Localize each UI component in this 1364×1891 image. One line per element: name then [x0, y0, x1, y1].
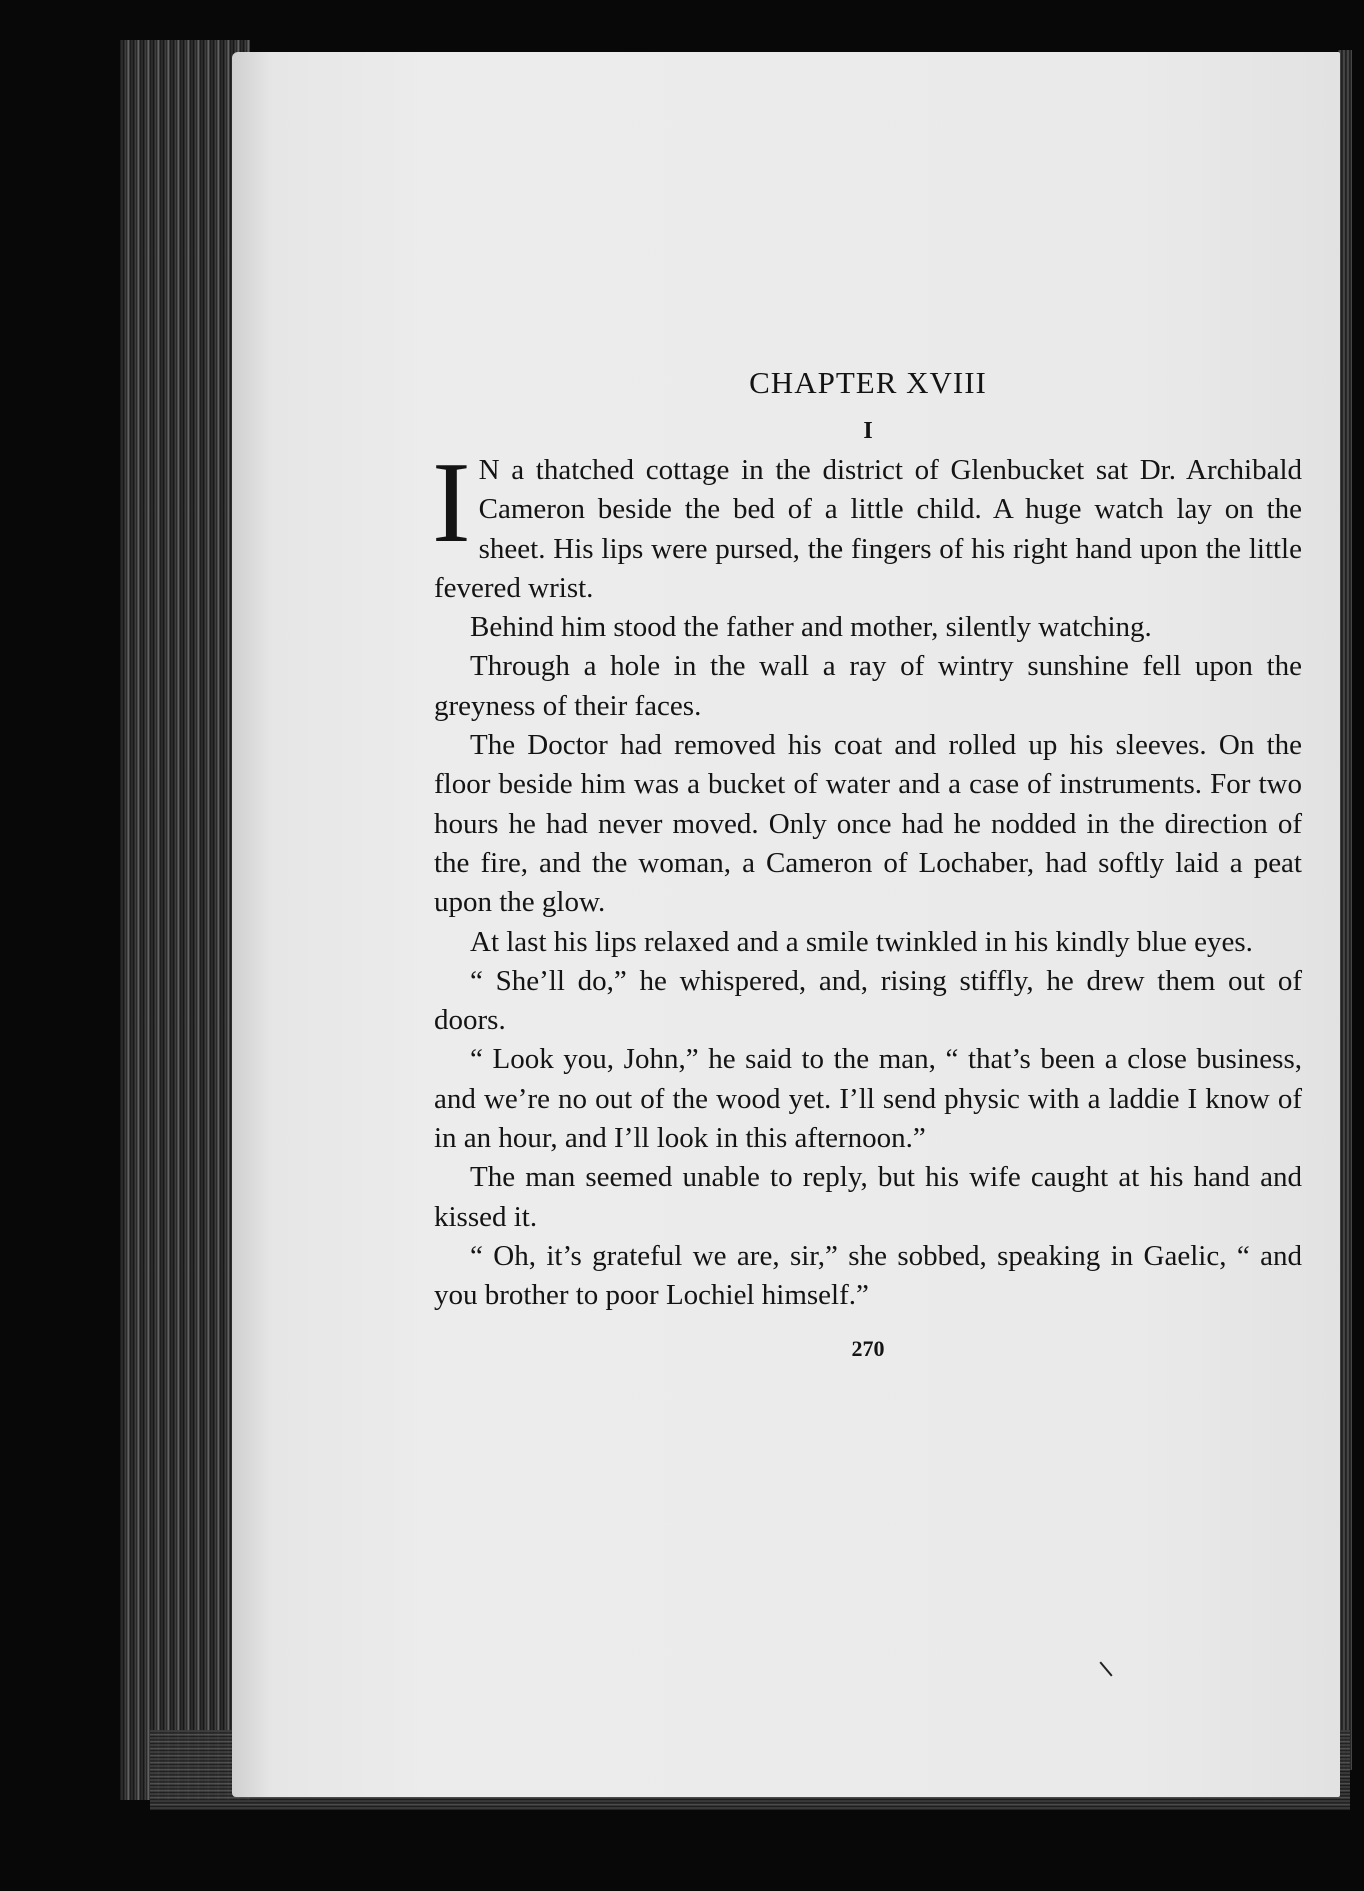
paragraph: The man seemed unable to reply, but his wife caught at his hand and kissed it.	[434, 1161, 1302, 1233]
page-edges-right	[1338, 50, 1352, 1770]
page-edges-left	[120, 40, 250, 1800]
paragraph: At last his lips relaxed and a smile twinkled in his kindly blue eyes.	[470, 925, 1253, 958]
paragraph: The Doctor had removed his coat and rolled up his sleeves. On the floor beside him was a bucket of water and a case of instruments. For two hours he had never moved. Only once had he nodded in the direction of the fire, and the woman, a Cameron of Lochaber, had softly laid a peat upon the glow.	[434, 729, 1302, 919]
page-number: 270	[851, 1335, 885, 1361]
chapter-body	[432, 439, 1302, 1316]
opening-paragraph-text: N a thatched cottage in the district of Glenbucket sat Dr. Archibald Cameron beside the bed of a little child. A huge watch lay on the sheet. His lips were pursed, the fingers of his right hand upon the little fevered wrist.	[434, 454, 1302, 604]
opening-paragraph	[432, 439, 1302, 608]
paragraph: Behind him stood the father and mother, silently watching.	[470, 611, 1152, 644]
paragraph: “ Look you, John,” he said to the man, “ that’s been a close business, and we’re no out of the wood yet. I’ll send physic with a laddie I know of in an hour, and I’ll look in this afternoon.”	[434, 1043, 1302, 1155]
section-number: I	[863, 418, 873, 444]
drop-cap: I	[432, 439, 471, 567]
chapter-title: CHAPTER XVIII	[749, 365, 987, 400]
paragraph: “ Oh, it’s grateful we are, sir,” she sobbed, speaking in Gaelic, “ and you brother to poor Lochiel himself.”	[434, 1239, 1302, 1312]
paragraph: Through a hole in the wall a ray of wintry sunshine fell upon the greyness of their faces.	[434, 650, 1302, 722]
page-content	[434, 355, 1302, 1364]
paragraph: “ She’ll do,” he whispered, and, rising stiffly, he drew them out of doors.	[434, 964, 1302, 1037]
